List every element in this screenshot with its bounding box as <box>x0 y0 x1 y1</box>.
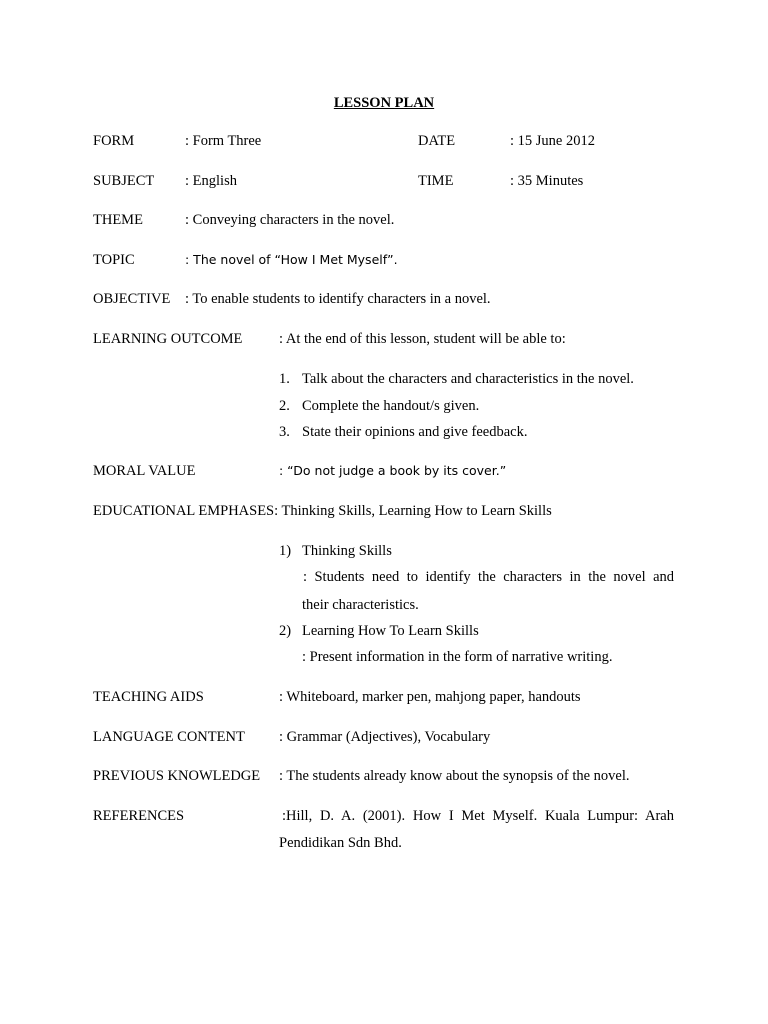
time-label: TIME <box>418 173 454 189</box>
subject-label: SUBJECT <box>93 173 155 189</box>
form-label: FORM <box>93 133 135 149</box>
learning-outcome-item-number: 2. <box>279 398 290 414</box>
language-content-value: : Grammar (Adjectives), Vocabulary <box>279 729 491 745</box>
references-value-line: :Hill, D. A. (2001). How I Met Myself. Kuala Lumpur: Arah <box>282 808 674 824</box>
moral-value-label: MORAL VALUE <box>93 463 196 479</box>
references-value-line: Pendidikan Sdn Bhd. <box>279 835 402 851</box>
emphasis-item-number: 2) <box>279 623 292 639</box>
form-value: : Form Three <box>185 133 262 149</box>
date-label: DATE <box>418 133 456 149</box>
teaching-aids-label: TEACHING AIDS <box>93 689 204 705</box>
emphasis-item-number: 1) <box>279 543 292 559</box>
topic-value: : The novel of “How I Met Myself”. <box>185 252 398 267</box>
emphasis-item-title: Thinking Skills <box>302 543 392 559</box>
emphasis-description-line: : Present information in the form of narrative writing. <box>302 649 613 665</box>
learning-outcome-value: : At the end of this lesson, student will be able to: <box>279 331 566 347</box>
learning-outcome-item-number: 3. <box>279 424 290 440</box>
educational-emphases-heading: EDUCATIONAL EMPHASES: Thinking Skills, Learning How to Learn Skills <box>93 503 552 519</box>
emphasis-description-line: : Students need to identify the characters in the novel and <box>303 569 674 585</box>
previous-knowledge-value: : The students already know about the synopsis of the novel. <box>279 768 630 784</box>
learning-outcome-item: State their opinions and give feedback. <box>302 424 528 440</box>
learning-outcome-label: LEARNING OUTCOME <box>93 331 243 347</box>
teaching-aids-value: : Whiteboard, marker pen, mahjong paper, handouts <box>279 689 581 705</box>
emphasis-item-description <box>302 568 674 586</box>
subject-value: : English <box>185 173 237 189</box>
date-value: : 15 June 2012 <box>510 133 595 149</box>
language-content-label: LANGUAGE CONTENT <box>93 729 245 745</box>
objective-label: OBJECTIVE <box>93 291 171 307</box>
learning-outcome-item: Talk about the characters and characteristics in the novel. <box>302 371 634 387</box>
moral-value-value: : “Do not judge a book by its cover.” <box>279 463 507 478</box>
emphasis-item-title: Learning How To Learn Skills <box>302 623 479 639</box>
references-label: REFERENCES <box>93 808 185 824</box>
previous-knowledge-label: PREVIOUS KNOWLEDGE <box>93 768 261 784</box>
theme-value: : Conveying characters in the novel. <box>185 212 395 228</box>
page-title: LESSON PLAN <box>333 95 435 111</box>
learning-outcome-item-number: 1. <box>279 371 290 387</box>
learning-outcome-item: Complete the handout/s given. <box>302 398 480 414</box>
objective-value: : To enable students to identify characters in a novel. <box>185 291 491 307</box>
topic-label: TOPIC <box>93 252 135 268</box>
theme-label: THEME <box>93 212 143 228</box>
emphasis-description-line: their characteristics. <box>302 597 419 613</box>
time-value: : 35 Minutes <box>510 173 584 189</box>
